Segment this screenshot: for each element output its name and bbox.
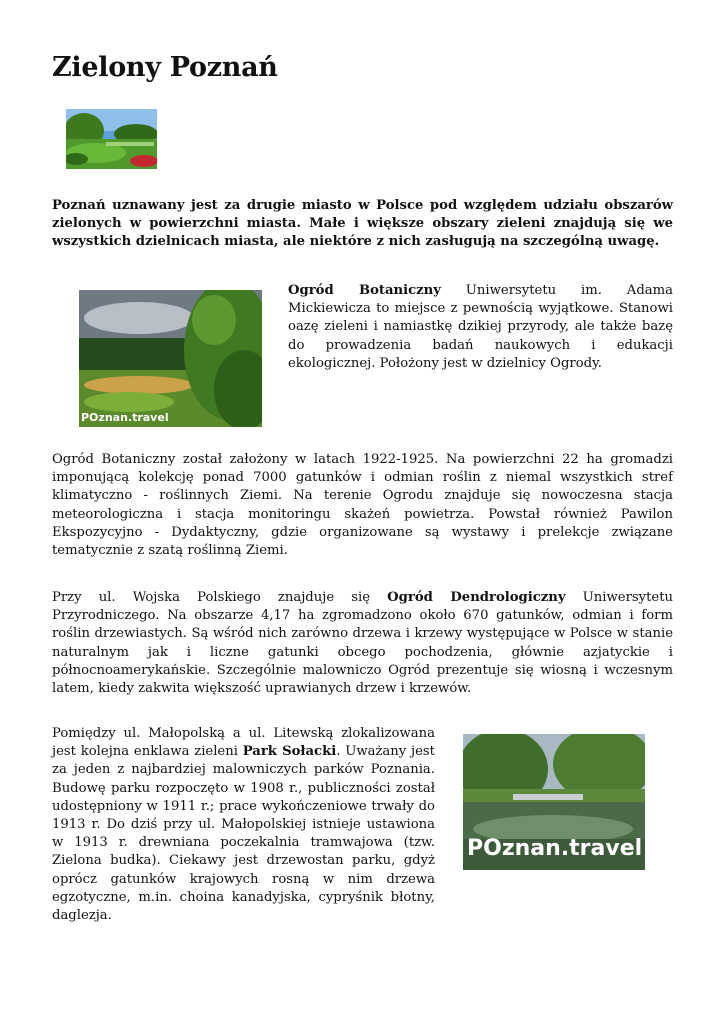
watermark-logo: POznan.travel	[467, 836, 643, 861]
solacki-paragraph	[52, 725, 435, 925]
botanic-paragraph	[288, 282, 673, 373]
botanic-name: Ogród Botaniczny	[288, 283, 441, 298]
page-title: Zielony Poznań	[52, 52, 278, 83]
solacki-before: Pomiędzy ul. Małopolską a ul. Litewską zlokalizowana jest kolejna enklawa zieleni	[52, 726, 435, 760]
botanic-garden-image	[79, 290, 262, 427]
dendro-before: Przy ul. Wojska Polskiego znajduje się	[52, 590, 388, 605]
solacki-name: Park Sołacki	[242, 744, 337, 760]
botanic-text: Uniwersytetu im. Adama Mickiewicza to miejsce z pewnością wyjątkowe. Stanowi oazę zieleni i namiastkę dzikiej przyrody, ale także bazę do prowadzenia badań naukowych i edukacji ekologicznej. Położony jest w dzielnicy Ogrody.	[288, 283, 673, 371]
park-solacki-image	[463, 734, 645, 870]
intro-paragraph: Poznań uznawany jest za drugie miasto w Polsce pod względem udziału obszarów zielonych w powierzchni miasta. Małe i większe obszary zieleni znajdują się we wszystkich dzielnicach miasta, ale niektóre z nich zasługują na szczególną uwagę.	[52, 198, 673, 250]
solacki-after: . Uważany jest za jeden z najbardziej malowniczych parków Poznania. Budowę parku rozpoczęto w 1908 r., publiczności został udostępniony w 1911 r.; prace wykończeniowe trwały do 1913 r. Do dziś przy ul. Małopolskiej istnieje ustawiona w 1913 r. drewniana poczekalnia tramwajowa (tzw. Zielona budka). Ciekawy jest drzewostan parku, gdyż oprócz gatunków krajowych rosną w nim drzewa egzotyczne, m.in. choina kanadyjska, cypryśnik błotny, daglezja.	[52, 744, 435, 924]
watermark-logo: POznan.travel	[81, 411, 169, 424]
dendro-name: Ogród Dendrologiczny	[387, 590, 566, 605]
dendro-after: Uniwersytetu Przyrodniczego. Na obszarze 4,17 ha zgromadzono około 670 gatunków, odmian i form roślin drzewiastych. Są wśród nich zarówno drzewa i krzewy występujące w Polsce w stanie naturalnym jak i liczne gatunki obcego pochodzenia, głównie azjatyckie i północnoamerykańskie. Szczególnie malowniczo Ogród prezentuje się wiosną i wczesnym latem, kiedy zakwita większość uprawianych drzew i krzewów.	[52, 590, 674, 697]
header-garden-image	[66, 109, 157, 169]
botanic-more-paragraph: Ogród Botaniczny został założony w latach 1922-1925. Na powierzchni 22 ha gromadzi imponującą kolekcję ponad 7000 gatunków i odmian roślin z niemal wszystkich stref klimatyczno - roślinnych Ziemi. Na terenie Ogrodu znajduje się nowoczesna stacja meteorologiczna i stacja monitoringu skażeń powietrza. Powstał również Pawilon Ekspozycyjno - Dydaktyczny, gdzie organizowane są wystawy i prelekcje związane tematycznie z szatą roślinną Ziemi.	[52, 452, 673, 559]
dendro-paragraph	[52, 589, 673, 698]
